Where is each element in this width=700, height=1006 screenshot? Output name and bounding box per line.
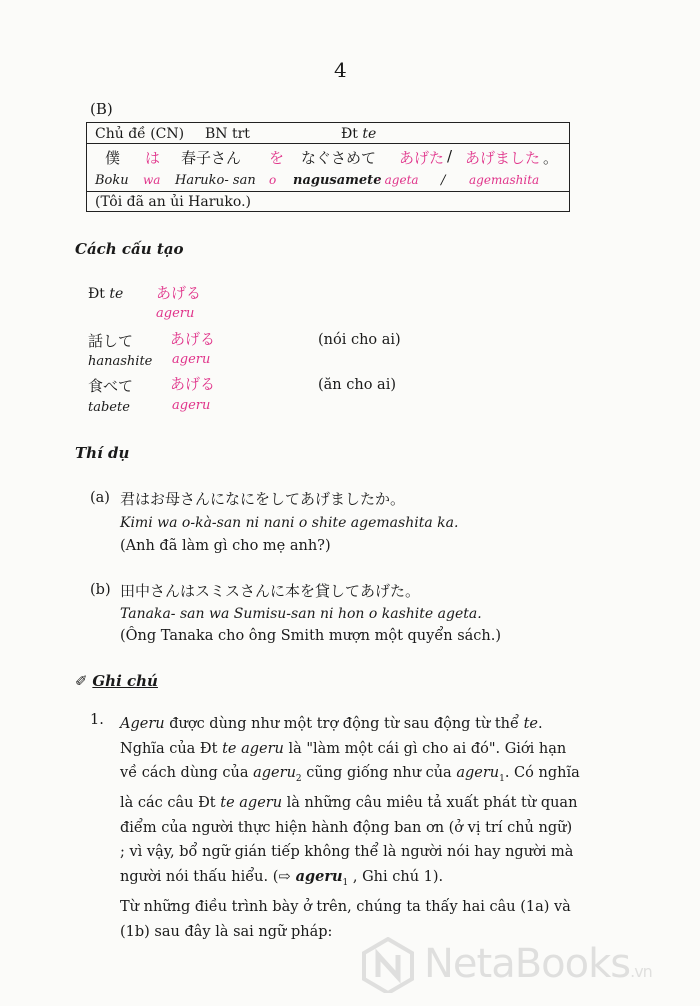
example-jp: 田中さんはスミスさんに本を貸してあげた。: [120, 582, 421, 600]
example-table: [86, 122, 570, 212]
table-jp-boku: 僕: [105, 149, 121, 167]
table-jp-agemashita: あげました: [465, 149, 541, 167]
notes-heading: [75, 672, 158, 690]
watermark-text: NetaBooks.vn: [424, 941, 652, 987]
example-label: (b): [90, 582, 111, 598]
structure-aux-jp: あげる: [170, 375, 216, 393]
watermark: [360, 935, 690, 995]
structure-aux-jp: あげる: [170, 330, 216, 348]
table-romaji-slash: /: [441, 173, 446, 188]
structure-aux-romaji: ageru: [172, 352, 211, 367]
table-translation: (Tôi đã an ủi Haruko.): [95, 194, 251, 210]
table-romaji-haruko: Haruko- san: [175, 173, 256, 188]
table-divider: [87, 191, 569, 192]
table-romaji-boku: Boku: [95, 173, 129, 188]
note-number: 1.: [90, 712, 104, 728]
table-jp-haruko: 春子さん: [181, 149, 242, 167]
structure-verb-jp: 話して: [88, 332, 134, 350]
example-label: (a): [90, 490, 110, 506]
table-romaji-ageta: · ageta: [377, 173, 419, 187]
netabooks-logo-icon: [360, 937, 416, 993]
example-romaji: Kimi wa o-kà-san ni nani o shite agemashita ka.: [120, 515, 459, 531]
note-paragraph-2: Từ những điều trình bày ở trên, chúng ta thấy hai câu (1a) và (1b) sau đây là sai ngữ pháp:: [120, 899, 571, 940]
table-romaji-nagusamete: nagusamete: [293, 173, 382, 188]
table-jp-wa: は: [145, 149, 161, 167]
structure-meaning: (ăn cho ai): [318, 377, 396, 393]
structure-meaning: (nói cho ai): [318, 332, 401, 348]
structure-verb-romaji: tabete: [88, 400, 130, 415]
structure-verb-romaji: hanashite: [88, 354, 153, 369]
table-header-verb: Đt te: [341, 126, 377, 142]
table-romaji-agemashita: agemashita: [469, 173, 540, 187]
page-number: 4: [334, 58, 347, 82]
pencil-icon: ✐: [75, 672, 88, 690]
structure-base-jp: あげる: [156, 284, 202, 302]
example-translation: (Ông Tanaka cho ông Smith mượn một quyển sách.): [120, 628, 502, 644]
structure-verb-jp: 食べて: [88, 377, 134, 395]
notes-title: Ghi chú: [92, 672, 158, 690]
example-jp: 君はお母さんになにをしてあげましたか。: [120, 490, 406, 508]
structure-title: Cách cấu tạo: [75, 240, 184, 258]
table-jp-slash: /: [447, 147, 453, 165]
example-translation: (Anh đã làm gì cho mẹ anh?): [120, 538, 331, 554]
table-jp-period: 。: [543, 149, 559, 167]
table-divider: [87, 143, 569, 144]
table-header-topic: Chủ đề (CN): [95, 126, 185, 142]
structure-base-romaji: ageru: [156, 306, 195, 321]
table-jp-ageta: あげた: [399, 149, 445, 167]
table-romaji-wa: wa: [143, 173, 161, 187]
table-jp-nagusamete: なぐさめて: [301, 149, 377, 167]
structure-base-label: Đt te: [88, 286, 124, 302]
note-body: Ageru được dùng như một trợ động từ sau động từ thể te. Nghĩa của Đt te ageru là "làm một cái gì cho ai đó". Giới hạn về cách dùng của ageru$_2$ cũng giống như của ageru$_1$. Có nghĩa là các câu Đt te ageru là những câu miêu tả xuất phát từ quan điểm của người thực hiện hành động ban ơn (ở vị trí chủ ngữ) ; vì vậy, bổ ngữ gián tiếp không thể là người nói hay người mà người nói thấu hiểu. (⇨ ageru$_1$ , Ghi chú 1). Từ những điều trình bày ở trên, chúng ta thấy hai câu (1a) và (1b) sau đây là sai ngữ pháp:: [120, 716, 580, 940]
table-jp-o: を: [269, 149, 285, 167]
arrow-icon: ⇨: [278, 868, 291, 885]
example-romaji: Tanaka- san wa Sumisu-san ni hon o kashite ageta.: [120, 606, 482, 622]
table-label: (B): [90, 100, 113, 118]
table-romaji-o: o: [269, 173, 277, 187]
table-header-object: BN trt: [205, 126, 250, 142]
examples-title: Thí dụ: [75, 444, 130, 462]
structure-aux-romaji: ageru: [172, 398, 211, 413]
